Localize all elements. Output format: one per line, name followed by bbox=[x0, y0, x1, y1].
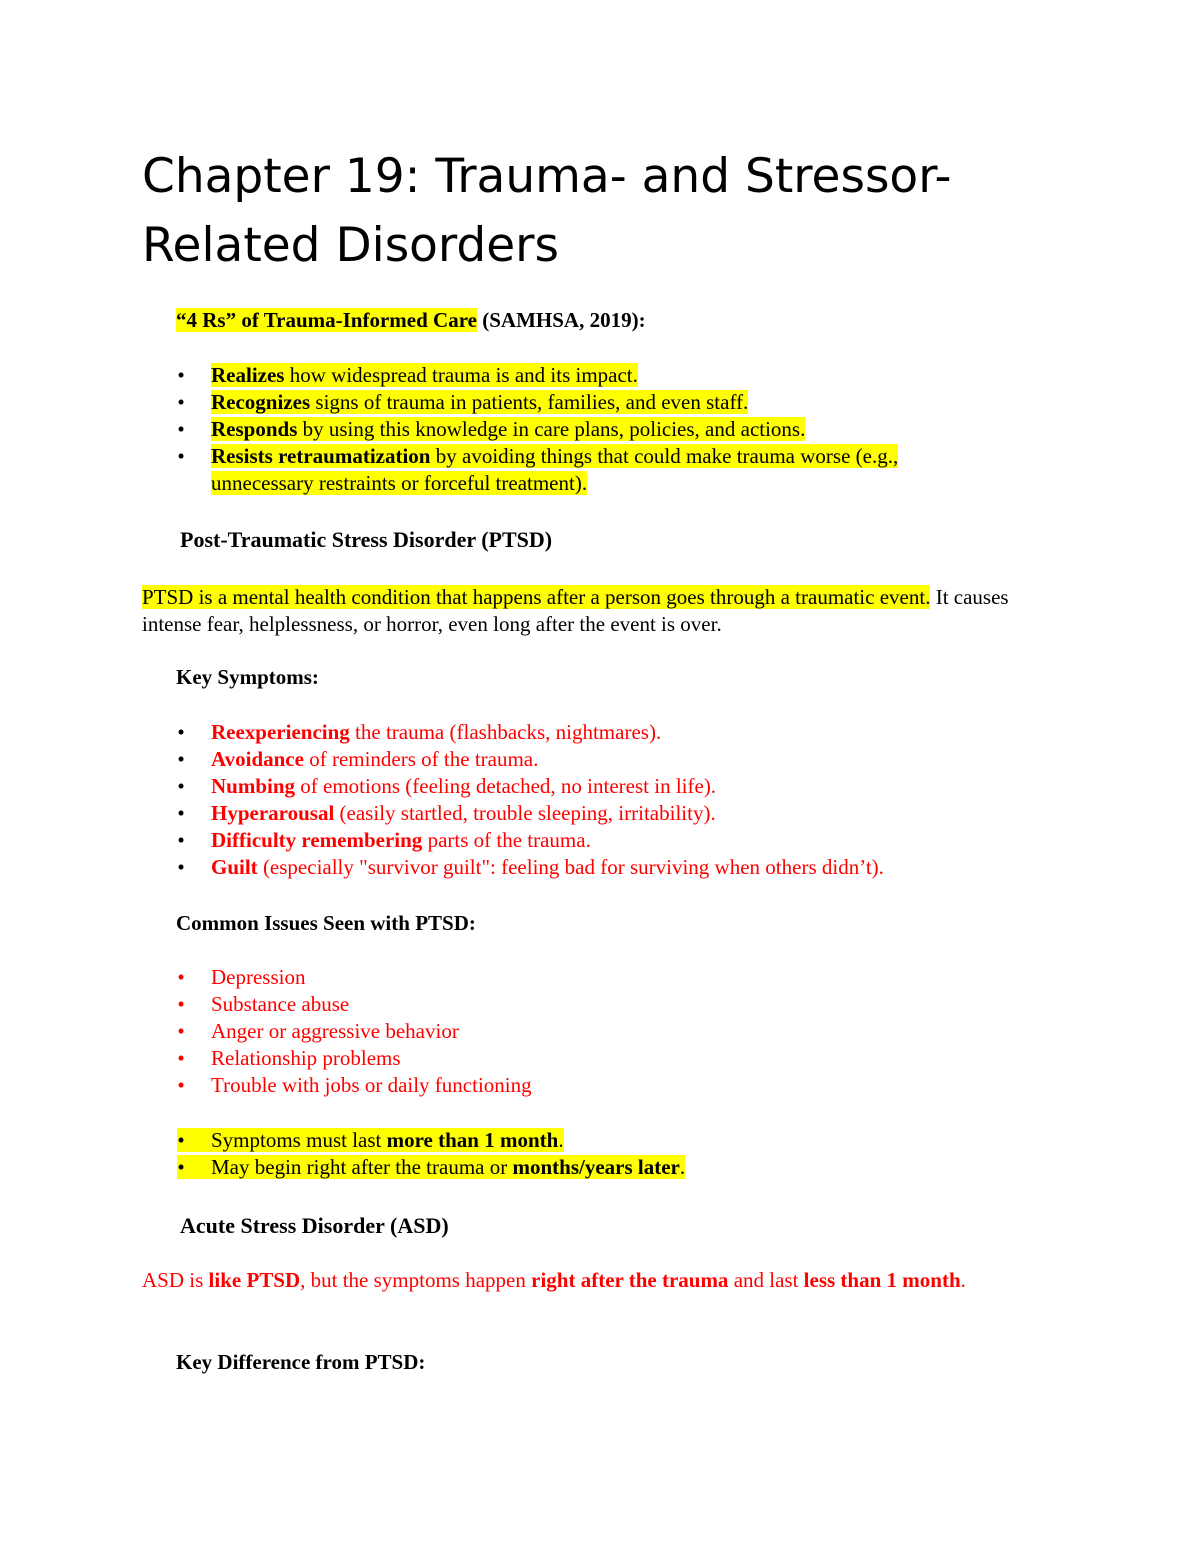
ptsd-heading: Post-Traumatic Stress Disorder (PTSD) bbox=[180, 527, 553, 552]
list-item: • Difficulty remembering parts of the trauma. bbox=[142, 827, 1072, 854]
bullet-icon: • bbox=[177, 1073, 185, 1097]
symptoms-list bbox=[142, 719, 1072, 881]
bullet-icon: • bbox=[177, 774, 185, 798]
bullet-icon: • bbox=[177, 1128, 185, 1152]
issues-list bbox=[142, 964, 1072, 1099]
list-item: • Guilt (especially "survivor guilt": feeling bad for surviving when others didn’t). bbox=[142, 854, 1072, 881]
list-item: • Reexperiencing the trauma (flashbacks, nightmares). bbox=[142, 719, 1072, 746]
bullet-icon: • bbox=[177, 444, 185, 468]
bullet-icon: • bbox=[177, 992, 185, 1016]
list-item: • Responds by using this knowledge in care plans, policies, and actions. bbox=[142, 416, 1072, 443]
list-item: • Recognizes signs of trauma in patients, families, and even staff. bbox=[142, 389, 1072, 416]
bullet-icon: • bbox=[177, 720, 185, 744]
issues-heading: Common Issues Seen with PTSD: bbox=[176, 911, 476, 935]
asd-definition: ASD is like PTSD, but the symptoms happen right after the trauma and last less than 1 month. bbox=[142, 1268, 966, 1292]
rs-heading-bold: “4 Rs” of Trauma-Informed Care bbox=[176, 308, 477, 332]
list-item: • Anger or aggressive behavior bbox=[142, 1018, 1072, 1045]
rs-heading-source: (SAMHSA, 2019): bbox=[476, 308, 646, 332]
bullet-icon: • bbox=[177, 965, 185, 989]
rs-list bbox=[142, 362, 1072, 497]
bullet-icon: • bbox=[177, 855, 185, 879]
list-item: • Symptoms must last more than 1 month. bbox=[142, 1127, 1072, 1154]
page-title: Chapter 19: Trauma- and Stressor-Related Disorders bbox=[142, 149, 952, 273]
symptoms-heading: Key Symptoms: bbox=[176, 665, 319, 689]
bullet-icon: • bbox=[177, 1155, 185, 1179]
bullet-icon: • bbox=[177, 363, 185, 387]
rs-heading bbox=[142, 307, 1106, 334]
list-item: • Avoidance of reminders of the trauma. bbox=[142, 746, 1072, 773]
list-item: • Realizes how widespread trauma is and its impact. bbox=[142, 362, 1072, 389]
list-item: • Depression bbox=[142, 964, 1072, 991]
bullet-icon: • bbox=[177, 1019, 185, 1043]
ptsd-definition: PTSD is a mental health condition that happens after a person goes through a traumatic event. It causes intense fear, helplessness, or horror, even long after the event is over. bbox=[142, 585, 1009, 636]
duration-list bbox=[142, 1127, 1072, 1181]
list-item: • Hyperarousal (easily startled, trouble sleeping, irritability). bbox=[142, 800, 1072, 827]
key-difference-heading: Key Difference from PTSD: bbox=[176, 1350, 426, 1374]
bullet-icon: • bbox=[177, 1046, 185, 1070]
asd-heading: Acute Stress Disorder (ASD) bbox=[180, 1213, 449, 1238]
bullet-icon: • bbox=[177, 390, 185, 414]
bullet-icon: • bbox=[177, 801, 185, 825]
list-item: • Trouble with jobs or daily functioning bbox=[142, 1072, 1072, 1099]
list-item: • Numbing of emotions (feeling detached, no interest in life). bbox=[142, 773, 1072, 800]
list-item: • Resists retraumatization by avoiding things that could make trauma worse (e.g., unnecessary restraints or forceful treatment). bbox=[142, 443, 1072, 497]
list-item: • Relationship problems bbox=[142, 1045, 1072, 1072]
bullet-icon: • bbox=[177, 417, 185, 441]
list-item: • Substance abuse bbox=[142, 991, 1072, 1018]
list-item: • May begin right after the trauma or months/years later. bbox=[142, 1154, 1072, 1181]
bullet-icon: • bbox=[177, 828, 185, 852]
bullet-icon: • bbox=[177, 747, 185, 771]
